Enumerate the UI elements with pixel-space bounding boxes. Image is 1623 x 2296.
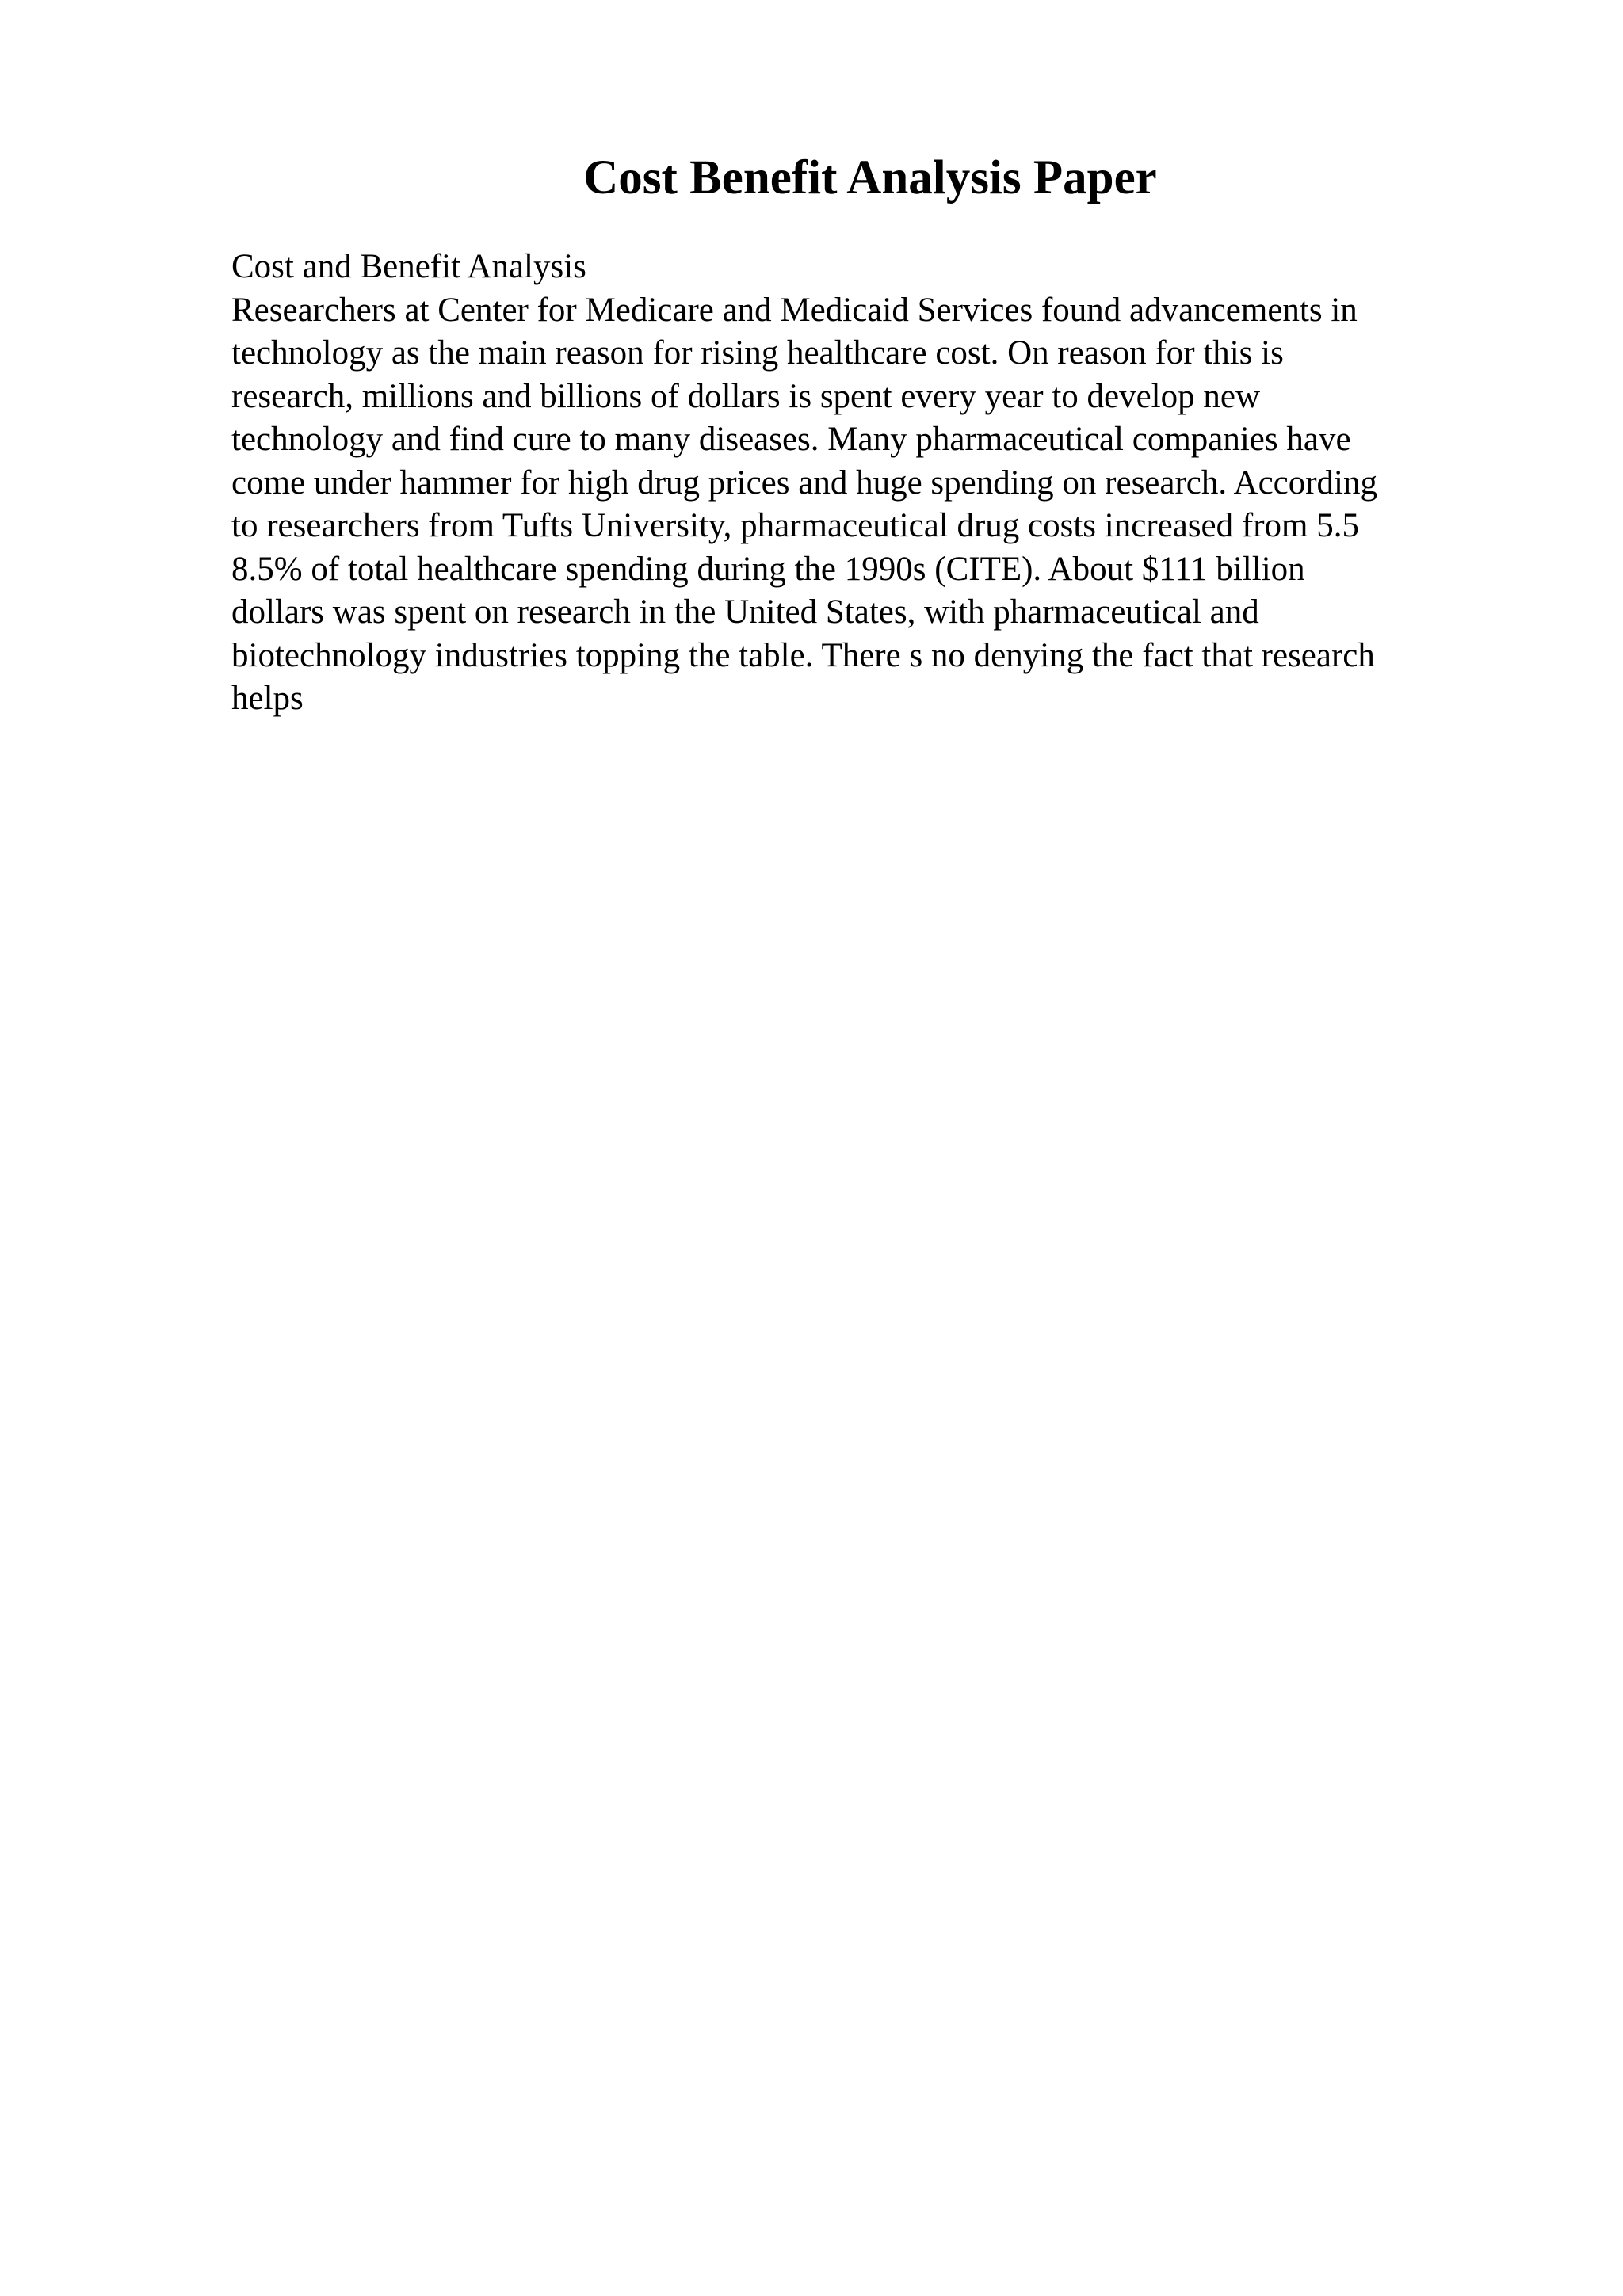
- paragraph-line: to researchers from Tufts University, pharmaceutical drug costs increased from 5.5: [231, 507, 1359, 544]
- paragraph-line: dollars was spent on research in the United States, with pharmaceutical and: [231, 593, 1259, 631]
- paragraph-line: come under hammer for high drug prices and huge spending on research. According: [231, 463, 1378, 502]
- paragraph-line: biotechnology industries topping the table. There s no denying the fact that research: [231, 636, 1375, 674]
- paragraph-line: Researchers at Center for Medicare and Medicaid Services found advancements in: [231, 291, 1358, 329]
- body-paragraph: [231, 289, 1515, 721]
- paragraph-line: technology as the main reason for rising healthcare cost. On reason for this is: [231, 334, 1284, 372]
- paragraph-line: research, millions and billions of dollars is spent every year to develop new: [231, 377, 1261, 415]
- document-body: [231, 246, 1515, 721]
- paragraph-line: helps: [231, 680, 304, 717]
- section-heading: Cost and Benefit Analysis: [231, 248, 586, 285]
- document-title: Cost Benefit Analysis Paper: [583, 151, 1157, 204]
- paragraph-line: 8.5% of total healthcare spending during the 1990s (CITE). About $111 billion: [231, 550, 1305, 588]
- paragraph-line: technology and find cure to many diseases. Many pharmaceutical companies have: [231, 421, 1351, 458]
